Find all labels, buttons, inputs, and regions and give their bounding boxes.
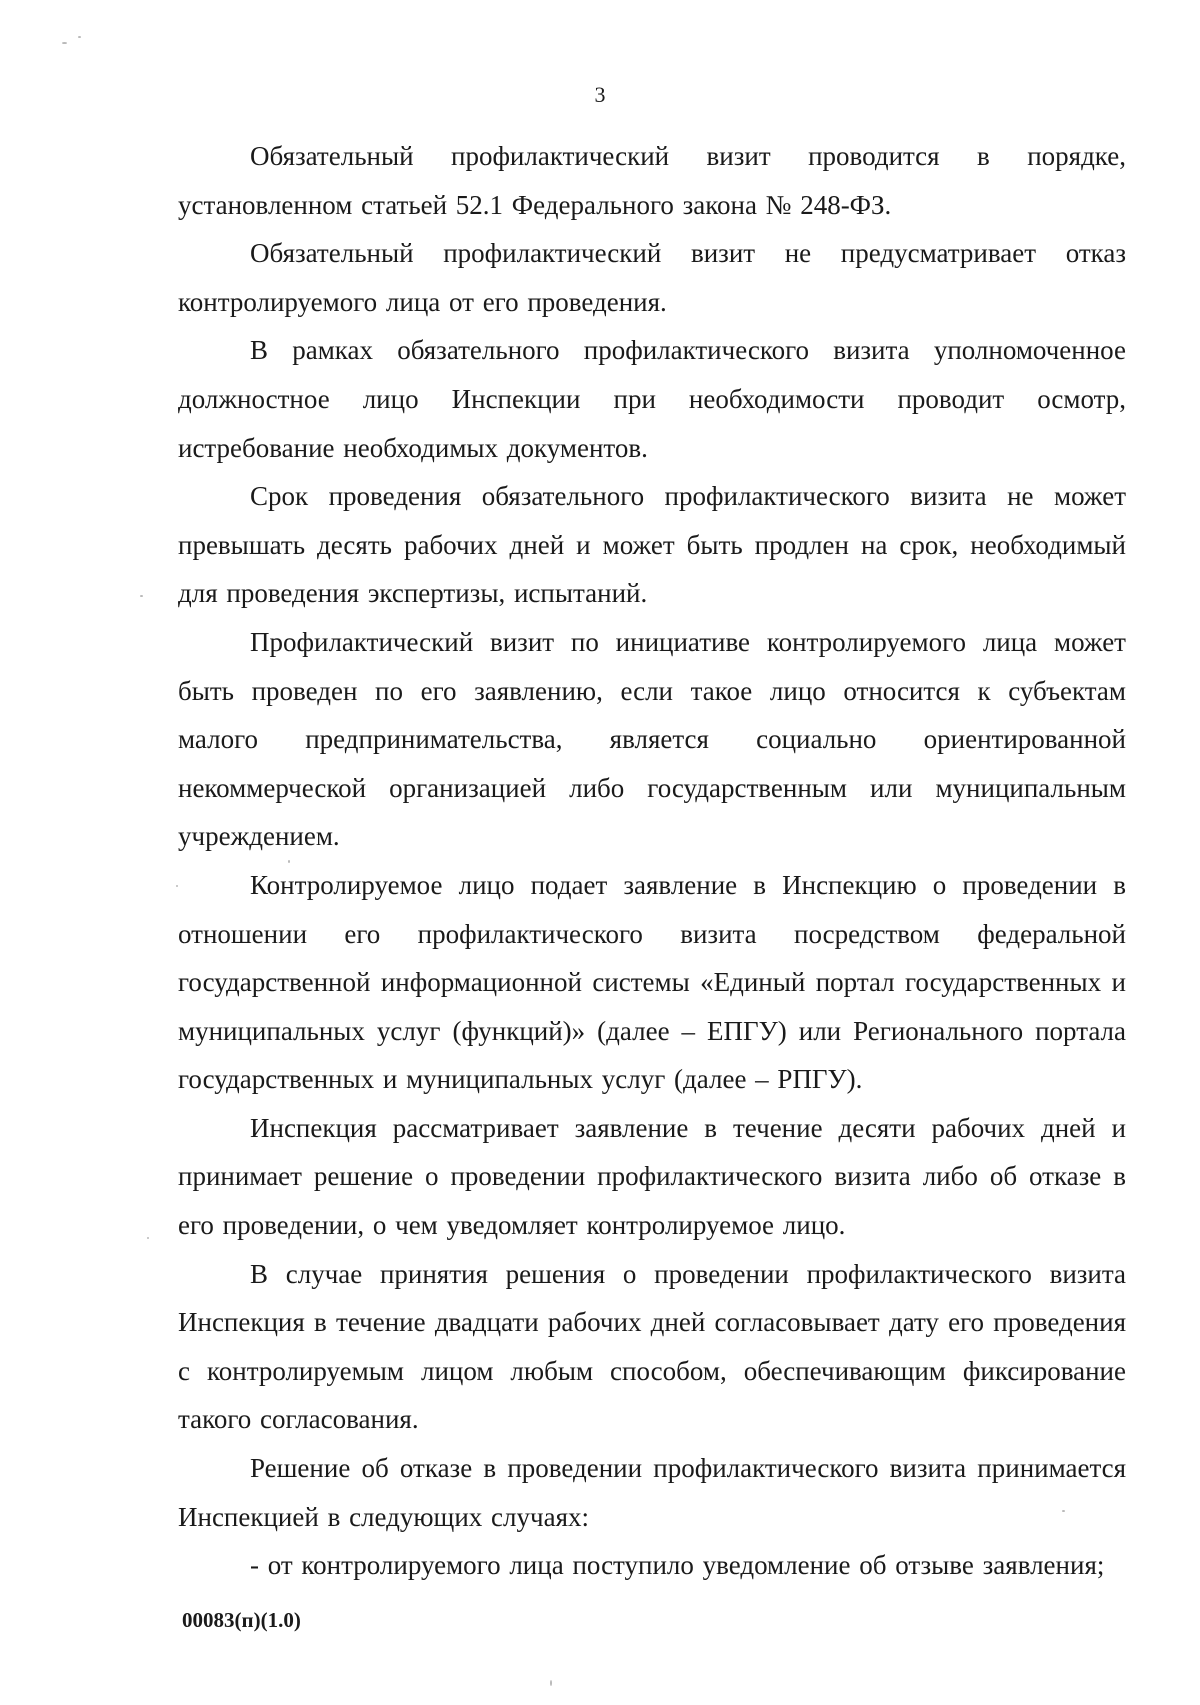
paragraph-initiative-visit: Профилактический визит по инициативе контролируемого лица может быть проведен по его заявлению, если такое лицо относится к субъектам малого предпринимательства, является социально ориентированной некоммерческой организацией либо государственным или муниципальным учреждением.: [178, 626, 1126, 852]
paragraph-inspection-scope: В рамках обязательного профилактического визита уполномоченное должностное лицо Инспекции при необходимости проводит осмотр, истребование необходимых документов.: [178, 335, 1126, 463]
page-number: 3: [594, 82, 606, 107]
list-item-withdrawal: - от контролируемого лица поступило уведомление об отзыве заявления;: [250, 1550, 1105, 1581]
scan-speck: [140, 595, 143, 597]
scan-speck: [288, 860, 290, 863]
paragraph-refusal-cases: Решение об отказе в проведении профилактического визита принимается Инспекцией в следующих случаях:: [178, 1453, 1126, 1532]
scan-speck: [147, 1237, 149, 1239]
scan-speck: [78, 36, 81, 38]
paragraph-visit-duration: Срок проведения обязательного профилактического визита не может превышать десять рабочих дней и может быть продлен на срок, необходимый для проведения экспертизы, испытаний.: [178, 481, 1126, 609]
paragraph-mandatory-visit-procedure: Обязательный профилактический визит проводится в порядке, установленном статьей 52.1 Федерального закона № 248-ФЗ.: [178, 141, 1126, 220]
paragraph-application-submission: Контролируемое лицо подает заявление в Инспекцию о проведении в отношении его профилактического визита посредством федеральной государственной информационной системы «Единый портал государственных и муниципальных услуг (функций)» (далее – ЕПГУ) или Регионального портала государственных и муниципальных услуг (далее – РПГУ).: [178, 869, 1126, 1095]
document-body: [178, 132, 1126, 1590]
footer-document-code: 00083(п)(1.0): [182, 1608, 301, 1632]
paragraph-date-agreement: В случае принятия решения о проведении профилактического визита Инспекция в течение двадцати рабочих дней согласовывает дату его проведения с контролируемым лицом любым способом, обеспечивающим фиксирование такого согласования.: [178, 1258, 1126, 1435]
paragraph-no-refusal: Обязательный профилактический визит не предусматривает отказ контролируемого лица от его проведения.: [178, 238, 1126, 317]
scan-speck: [1062, 1510, 1065, 1512]
scan-speck: [176, 885, 178, 887]
scan-speck: [62, 42, 67, 44]
paragraph-application-review: Инспекция рассматривает заявление в течение десяти рабочих дней и принимает решение о проведении профилактического визита либо об отказе в его проведении, о чем уведомляет контролируемое лицо.: [178, 1112, 1126, 1241]
scan-speck: [550, 1680, 552, 1686]
